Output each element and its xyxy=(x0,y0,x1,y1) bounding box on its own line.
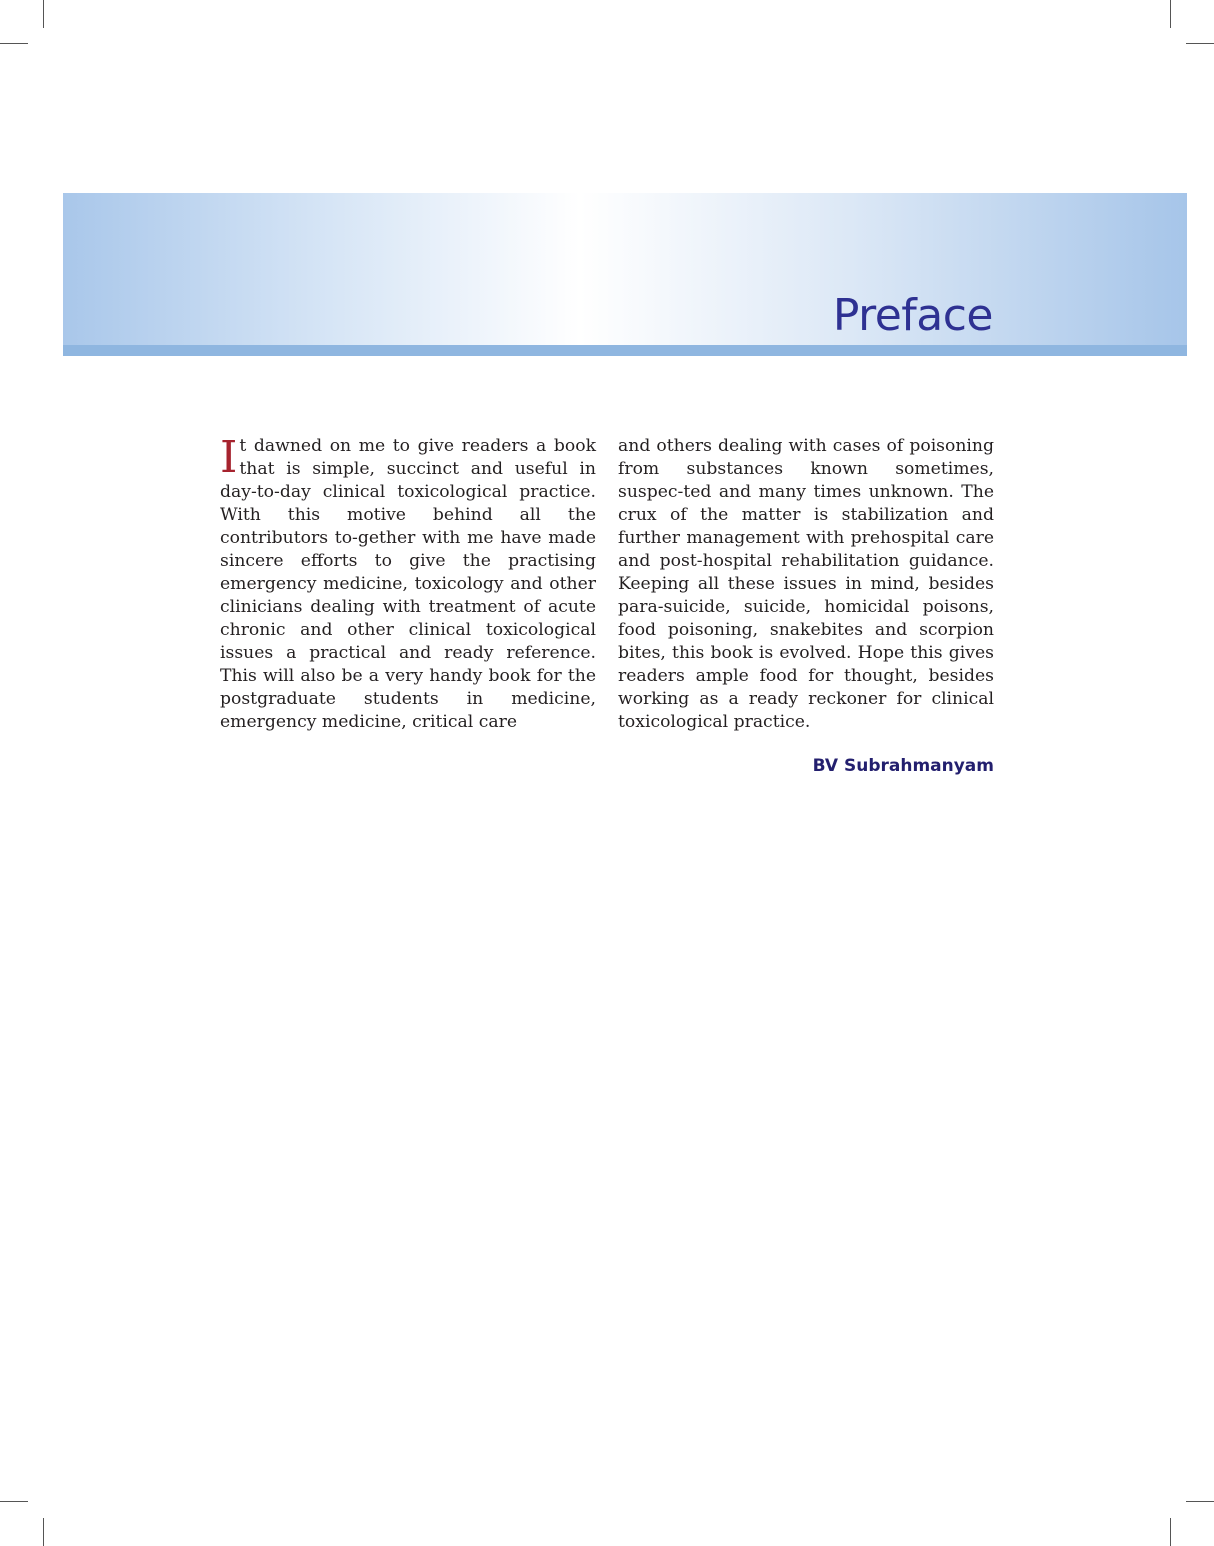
text-column-left xyxy=(220,432,596,734)
column-1-text: t dawned on me to give readers a book that is simple, succinct and useful in day-to-day clinical toxicological practice. With this motive behind all the contributors to-gether with me have made sincere efforts to give the practising emergency medicine, toxicology and other clinicians dealing with treatment of acute chronic and other clinical toxicological issues a practical and ready reference. This will also be a very handy book for the postgraduate students in medicine, emergency medicine, critical care xyxy=(220,436,596,732)
drop-cap: I xyxy=(220,432,238,483)
text-column-right xyxy=(618,435,994,734)
column-2-text: and others dealing with cases of poisoning from substances known sometimes, suspec-ted and many times unknown. The crux of the matter is stabilization and further management with prehospital care and post-hospital rehabilitation guidance. Keeping all these issues in mind, besides para-suicide, suicide, homicidal poisons, food poisoning, snakebites and scorpion bites, this book is evolved. Hope this gives readers ample food for thought, besides working as a ready reckoner for clinical toxicological practice. xyxy=(618,436,994,732)
crop-mark-bottom-left-vertical xyxy=(43,1518,44,1546)
page-title: Preface xyxy=(832,290,993,341)
crop-mark-bottom-right-horizontal xyxy=(1186,1501,1214,1502)
paragraph-left xyxy=(220,432,596,734)
crop-mark-top-left-horizontal xyxy=(0,43,28,44)
crop-mark-bottom-right-vertical xyxy=(1170,1518,1171,1546)
author-signature: BV Subrahmanyam xyxy=(812,756,994,776)
header-banner-rule xyxy=(63,345,1187,356)
crop-mark-top-right-vertical xyxy=(1170,0,1171,28)
crop-mark-bottom-left-horizontal xyxy=(0,1501,28,1502)
crop-mark-top-right-horizontal xyxy=(1186,43,1214,44)
body-text-columns xyxy=(220,432,994,734)
header-banner xyxy=(63,193,1187,345)
crop-mark-top-left-vertical xyxy=(43,0,44,28)
